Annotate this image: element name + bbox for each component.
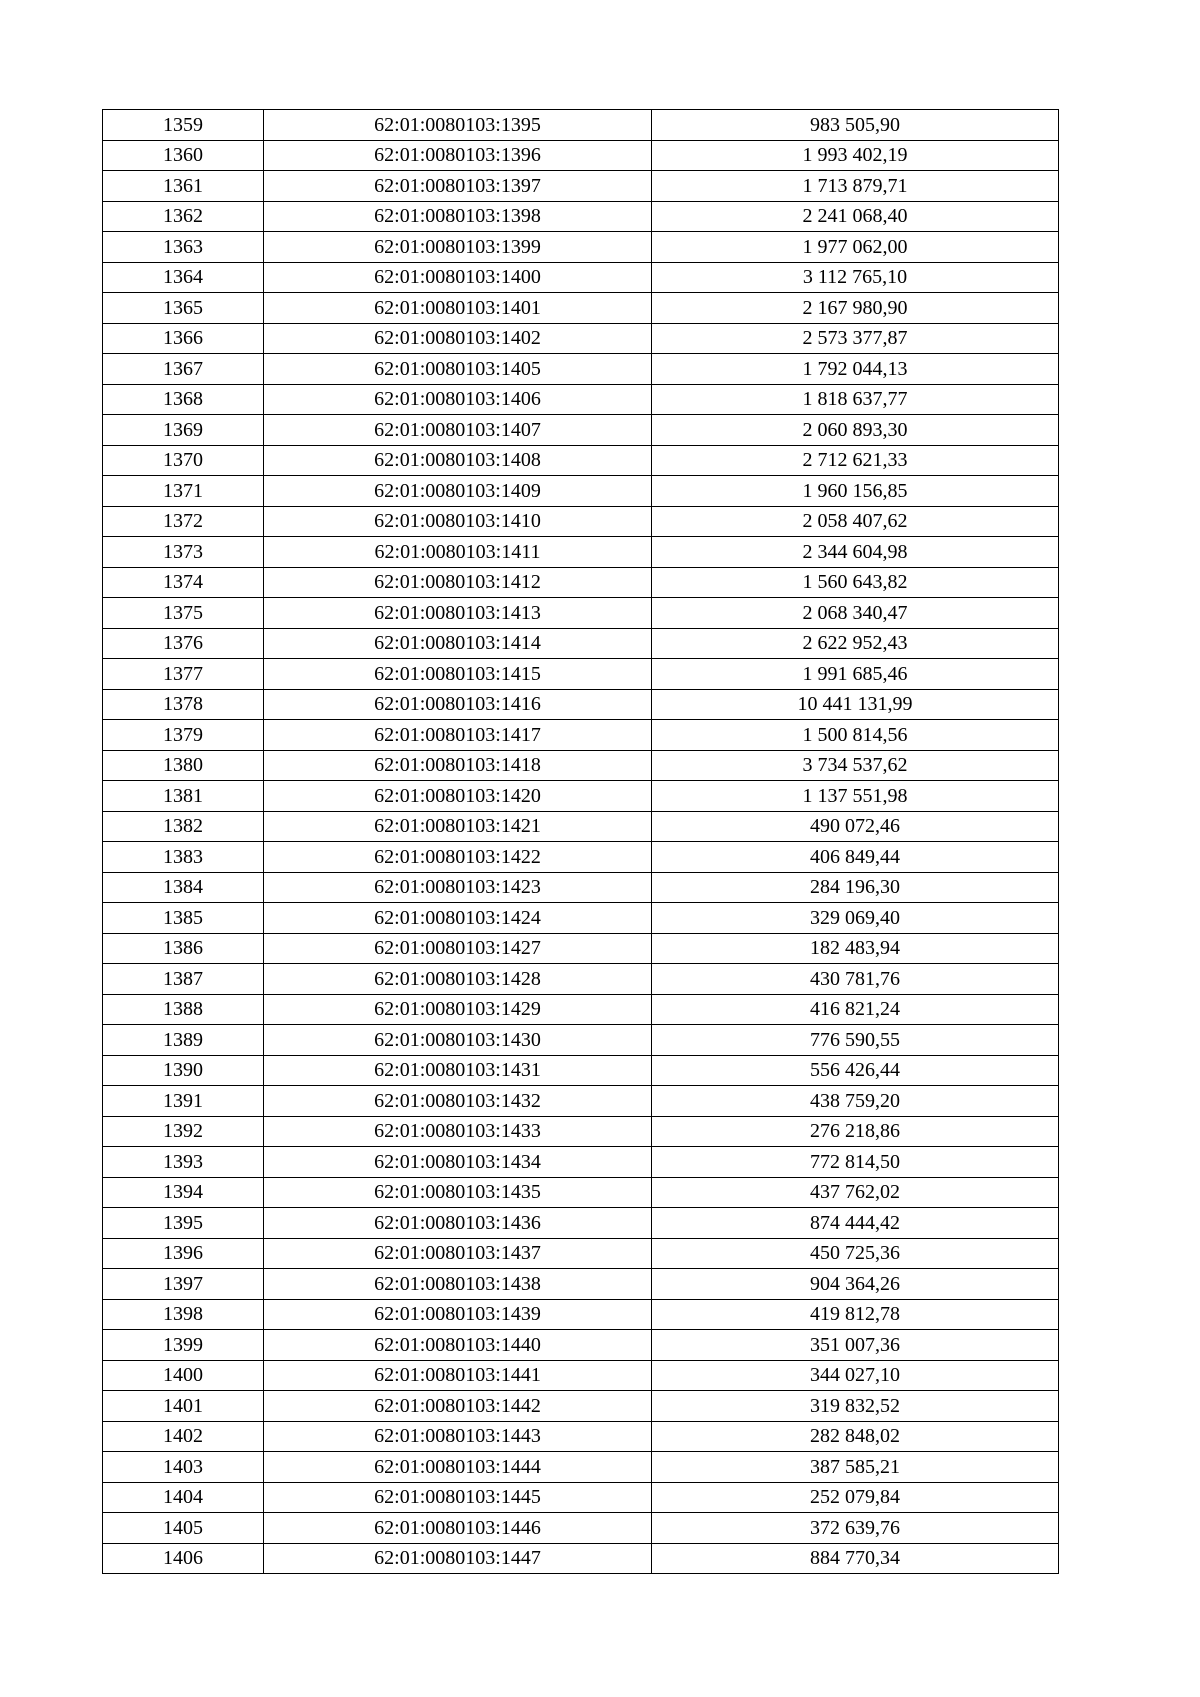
row-number-cell: 1382 xyxy=(103,811,264,842)
table-row xyxy=(103,110,1059,141)
row-number-cell: 1387 xyxy=(103,964,264,995)
value-cell: 276 218,86 xyxy=(652,1116,1059,1147)
cadastral-number-cell: 62:01:0080103:1438 xyxy=(264,1269,652,1300)
row-number-cell: 1406 xyxy=(103,1543,264,1574)
row-number-cell: 1380 xyxy=(103,750,264,781)
row-number-cell: 1390 xyxy=(103,1055,264,1086)
table-row xyxy=(103,1208,1059,1239)
cadastral-number-cell: 62:01:0080103:1427 xyxy=(264,933,652,964)
cadastral-number-cell: 62:01:0080103:1444 xyxy=(264,1452,652,1483)
row-number-cell: 1388 xyxy=(103,994,264,1025)
row-number-cell: 1368 xyxy=(103,384,264,415)
cadastral-number-cell: 62:01:0080103:1401 xyxy=(264,293,652,324)
value-cell: 2 241 068,40 xyxy=(652,201,1059,232)
cadastral-number-cell: 62:01:0080103:1414 xyxy=(264,628,652,659)
row-number-cell: 1373 xyxy=(103,537,264,568)
value-cell: 372 639,76 xyxy=(652,1513,1059,1544)
value-cell: 2 573 377,87 xyxy=(652,323,1059,354)
value-cell: 2 344 604,98 xyxy=(652,537,1059,568)
value-cell: 3 734 537,62 xyxy=(652,750,1059,781)
row-number-cell: 1394 xyxy=(103,1177,264,1208)
value-cell: 1 560 643,82 xyxy=(652,567,1059,598)
table-row xyxy=(103,262,1059,293)
value-cell: 10 441 131,99 xyxy=(652,689,1059,720)
table-row xyxy=(103,872,1059,903)
cadastral-number-cell: 62:01:0080103:1429 xyxy=(264,994,652,1025)
cadastral-number-cell: 62:01:0080103:1440 xyxy=(264,1330,652,1361)
table-row xyxy=(103,1177,1059,1208)
cadastral-number-cell: 62:01:0080103:1412 xyxy=(264,567,652,598)
row-number-cell: 1370 xyxy=(103,445,264,476)
row-number-cell: 1398 xyxy=(103,1299,264,1330)
value-cell: 1 792 044,13 xyxy=(652,354,1059,385)
table-row xyxy=(103,1452,1059,1483)
table-row xyxy=(103,1116,1059,1147)
cadastral-number-cell: 62:01:0080103:1411 xyxy=(264,537,652,568)
value-cell: 416 821,24 xyxy=(652,994,1059,1025)
row-number-cell: 1386 xyxy=(103,933,264,964)
row-number-cell: 1369 xyxy=(103,415,264,446)
value-cell: 2 712 621,33 xyxy=(652,445,1059,476)
row-number-cell: 1402 xyxy=(103,1421,264,1452)
value-cell: 182 483,94 xyxy=(652,933,1059,964)
cadastral-number-cell: 62:01:0080103:1420 xyxy=(264,781,652,812)
value-cell: 1 993 402,19 xyxy=(652,140,1059,171)
value-cell: 2 058 407,62 xyxy=(652,506,1059,537)
row-number-cell: 1374 xyxy=(103,567,264,598)
value-cell: 884 770,34 xyxy=(652,1543,1059,1574)
value-cell: 1 713 879,71 xyxy=(652,171,1059,202)
table-row xyxy=(103,1513,1059,1544)
table-row xyxy=(103,1330,1059,1361)
row-number-cell: 1392 xyxy=(103,1116,264,1147)
table-row xyxy=(103,384,1059,415)
cadastral-number-cell: 62:01:0080103:1408 xyxy=(264,445,652,476)
value-cell: 282 848,02 xyxy=(652,1421,1059,1452)
value-cell: 776 590,55 xyxy=(652,1025,1059,1056)
table-row xyxy=(103,323,1059,354)
cadastral-number-cell: 62:01:0080103:1409 xyxy=(264,476,652,507)
value-cell: 2 060 893,30 xyxy=(652,415,1059,446)
table-row xyxy=(103,1543,1059,1574)
cadastral-number-cell: 62:01:0080103:1433 xyxy=(264,1116,652,1147)
row-number-cell: 1395 xyxy=(103,1208,264,1239)
table-row xyxy=(103,506,1059,537)
value-cell: 983 505,90 xyxy=(652,110,1059,141)
row-number-cell: 1400 xyxy=(103,1360,264,1391)
cadastral-number-cell: 62:01:0080103:1398 xyxy=(264,201,652,232)
row-number-cell: 1362 xyxy=(103,201,264,232)
row-number-cell: 1381 xyxy=(103,781,264,812)
value-cell: 351 007,36 xyxy=(652,1330,1059,1361)
cadastral-number-cell: 62:01:0080103:1434 xyxy=(264,1147,652,1178)
cadastral-number-cell: 62:01:0080103:1432 xyxy=(264,1086,652,1117)
cadastral-number-cell: 62:01:0080103:1395 xyxy=(264,110,652,141)
value-cell: 344 027,10 xyxy=(652,1360,1059,1391)
row-number-cell: 1403 xyxy=(103,1452,264,1483)
table-row xyxy=(103,994,1059,1025)
table-row xyxy=(103,171,1059,202)
cadastral-value-table xyxy=(102,109,1059,1574)
cadastral-number-cell: 62:01:0080103:1396 xyxy=(264,140,652,171)
value-cell: 2 622 952,43 xyxy=(652,628,1059,659)
value-cell: 419 812,78 xyxy=(652,1299,1059,1330)
table-row xyxy=(103,567,1059,598)
row-number-cell: 1363 xyxy=(103,232,264,263)
table-row xyxy=(103,140,1059,171)
value-cell: 874 444,42 xyxy=(652,1208,1059,1239)
value-cell: 1 977 062,00 xyxy=(652,232,1059,263)
row-number-cell: 1377 xyxy=(103,659,264,690)
cadastral-number-cell: 62:01:0080103:1446 xyxy=(264,1513,652,1544)
value-cell: 319 832,52 xyxy=(652,1391,1059,1422)
cadastral-number-cell: 62:01:0080103:1410 xyxy=(264,506,652,537)
table-row xyxy=(103,689,1059,720)
table-row xyxy=(103,933,1059,964)
row-number-cell: 1371 xyxy=(103,476,264,507)
table-row xyxy=(103,811,1059,842)
table-row xyxy=(103,1360,1059,1391)
row-number-cell: 1391 xyxy=(103,1086,264,1117)
cadastral-number-cell: 62:01:0080103:1436 xyxy=(264,1208,652,1239)
table-row xyxy=(103,1147,1059,1178)
value-cell: 556 426,44 xyxy=(652,1055,1059,1086)
value-cell: 406 849,44 xyxy=(652,842,1059,873)
row-number-cell: 1372 xyxy=(103,506,264,537)
table-row xyxy=(103,842,1059,873)
cadastral-number-cell: 62:01:0080103:1417 xyxy=(264,720,652,751)
value-cell: 3 112 765,10 xyxy=(652,262,1059,293)
cadastral-number-cell: 62:01:0080103:1430 xyxy=(264,1025,652,1056)
row-number-cell: 1404 xyxy=(103,1482,264,1513)
value-cell: 450 725,36 xyxy=(652,1238,1059,1269)
row-number-cell: 1375 xyxy=(103,598,264,629)
value-cell: 1 991 685,46 xyxy=(652,659,1059,690)
table-row xyxy=(103,354,1059,385)
table-row xyxy=(103,720,1059,751)
cadastral-number-cell: 62:01:0080103:1415 xyxy=(264,659,652,690)
cadastral-number-cell: 62:01:0080103:1407 xyxy=(264,415,652,446)
table-row xyxy=(103,537,1059,568)
value-cell: 387 585,21 xyxy=(652,1452,1059,1483)
table-row xyxy=(103,201,1059,232)
table-row xyxy=(103,232,1059,263)
cadastral-number-cell: 62:01:0080103:1418 xyxy=(264,750,652,781)
table-row xyxy=(103,1238,1059,1269)
cadastral-number-cell: 62:01:0080103:1406 xyxy=(264,384,652,415)
table-row xyxy=(103,781,1059,812)
table-row xyxy=(103,903,1059,934)
table-row xyxy=(103,1299,1059,1330)
row-number-cell: 1359 xyxy=(103,110,264,141)
value-cell: 904 364,26 xyxy=(652,1269,1059,1300)
cadastral-number-cell: 62:01:0080103:1445 xyxy=(264,1482,652,1513)
value-cell: 1 960 156,85 xyxy=(652,476,1059,507)
table-row xyxy=(103,964,1059,995)
cadastral-number-cell: 62:01:0080103:1422 xyxy=(264,842,652,873)
cadastral-number-cell: 62:01:0080103:1439 xyxy=(264,1299,652,1330)
table-row xyxy=(103,598,1059,629)
table-row xyxy=(103,1269,1059,1300)
value-cell: 252 079,84 xyxy=(652,1482,1059,1513)
cadastral-number-cell: 62:01:0080103:1413 xyxy=(264,598,652,629)
row-number-cell: 1385 xyxy=(103,903,264,934)
cadastral-number-cell: 62:01:0080103:1428 xyxy=(264,964,652,995)
table-row xyxy=(103,415,1059,446)
row-number-cell: 1361 xyxy=(103,171,264,202)
row-number-cell: 1399 xyxy=(103,1330,264,1361)
cadastral-number-cell: 62:01:0080103:1447 xyxy=(264,1543,652,1574)
cadastral-number-cell: 62:01:0080103:1431 xyxy=(264,1055,652,1086)
row-number-cell: 1360 xyxy=(103,140,264,171)
row-number-cell: 1383 xyxy=(103,842,264,873)
row-number-cell: 1365 xyxy=(103,293,264,324)
table-row xyxy=(103,1055,1059,1086)
table-row xyxy=(103,293,1059,324)
value-cell: 329 069,40 xyxy=(652,903,1059,934)
cadastral-number-cell: 62:01:0080103:1441 xyxy=(264,1360,652,1391)
value-cell: 437 762,02 xyxy=(652,1177,1059,1208)
table-body xyxy=(103,110,1059,1574)
cadastral-number-cell: 62:01:0080103:1402 xyxy=(264,323,652,354)
cadastral-number-cell: 62:01:0080103:1443 xyxy=(264,1421,652,1452)
cadastral-number-cell: 62:01:0080103:1405 xyxy=(264,354,652,385)
cadastral-number-cell: 62:01:0080103:1421 xyxy=(264,811,652,842)
value-cell: 1 500 814,56 xyxy=(652,720,1059,751)
table-row xyxy=(103,445,1059,476)
cadastral-number-cell: 62:01:0080103:1423 xyxy=(264,872,652,903)
row-number-cell: 1389 xyxy=(103,1025,264,1056)
cadastral-number-cell: 62:01:0080103:1416 xyxy=(264,689,652,720)
table-row xyxy=(103,628,1059,659)
row-number-cell: 1393 xyxy=(103,1147,264,1178)
row-number-cell: 1364 xyxy=(103,262,264,293)
table-row xyxy=(103,476,1059,507)
cadastral-number-cell: 62:01:0080103:1397 xyxy=(264,171,652,202)
row-number-cell: 1401 xyxy=(103,1391,264,1422)
value-cell: 490 072,46 xyxy=(652,811,1059,842)
table-row xyxy=(103,659,1059,690)
row-number-cell: 1396 xyxy=(103,1238,264,1269)
row-number-cell: 1405 xyxy=(103,1513,264,1544)
value-cell: 2 068 340,47 xyxy=(652,598,1059,629)
cadastral-number-cell: 62:01:0080103:1424 xyxy=(264,903,652,934)
table-row xyxy=(103,750,1059,781)
cadastral-number-cell: 62:01:0080103:1400 xyxy=(264,262,652,293)
row-number-cell: 1376 xyxy=(103,628,264,659)
value-cell: 1 818 637,77 xyxy=(652,384,1059,415)
value-cell: 772 814,50 xyxy=(652,1147,1059,1178)
row-number-cell: 1379 xyxy=(103,720,264,751)
table-row xyxy=(103,1421,1059,1452)
value-cell: 284 196,30 xyxy=(652,872,1059,903)
row-number-cell: 1378 xyxy=(103,689,264,720)
cadastral-number-cell: 62:01:0080103:1437 xyxy=(264,1238,652,1269)
table-row xyxy=(103,1086,1059,1117)
value-cell: 438 759,20 xyxy=(652,1086,1059,1117)
table-row xyxy=(103,1482,1059,1513)
table-row xyxy=(103,1025,1059,1056)
table-row xyxy=(103,1391,1059,1422)
value-cell: 430 781,76 xyxy=(652,964,1059,995)
row-number-cell: 1366 xyxy=(103,323,264,354)
value-cell: 2 167 980,90 xyxy=(652,293,1059,324)
value-cell: 1 137 551,98 xyxy=(652,781,1059,812)
cadastral-number-cell: 62:01:0080103:1435 xyxy=(264,1177,652,1208)
row-number-cell: 1367 xyxy=(103,354,264,385)
cadastral-number-cell: 62:01:0080103:1442 xyxy=(264,1391,652,1422)
cadastral-number-cell: 62:01:0080103:1399 xyxy=(264,232,652,263)
row-number-cell: 1397 xyxy=(103,1269,264,1300)
row-number-cell: 1384 xyxy=(103,872,264,903)
